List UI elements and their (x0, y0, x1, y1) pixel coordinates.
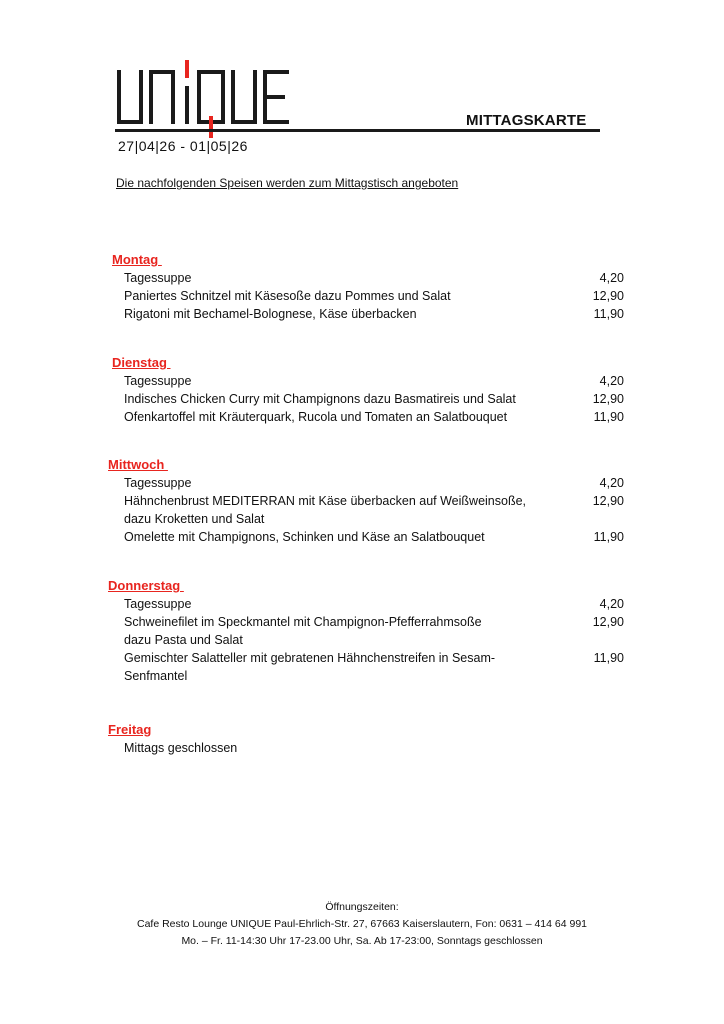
item-name: Gemischter Salatteller mit gebratenen Hähnchenstreifen in Sesam- (124, 651, 496, 665)
item-price: 11,90 (593, 410, 624, 424)
item-price: 4,20 (599, 597, 624, 611)
intro-text: Die nachfolgenden Speisen werden zum Mittagstisch angeboten (116, 176, 459, 190)
footer-address: Cafe Resto Lounge UNIQUE Paul-Ehrlich-Str. 27, 67663 Kaiserslautern, Fon: 0631 – 414 64 991 (136, 918, 588, 930)
unique-logo (115, 58, 295, 140)
footer (0, 899, 724, 950)
item-price: 4,20 (599, 271, 624, 285)
item-name: Schweinefilet im Speckmantel mit Champignon-Pfefferrahmsoße (124, 615, 482, 629)
item-name: Hähnchenbrust MEDITERRAN mit Käse überbacken auf Weißweinsoße, (124, 494, 527, 508)
item-name: Mittags geschlossen (124, 741, 238, 755)
date-range: 27|04|26 - 01|05|26 (118, 138, 248, 154)
item-price: 12,90 (592, 615, 624, 629)
item-name: Tagessuppe (124, 374, 192, 388)
item-name: dazu Kroketten und Salat (124, 512, 265, 526)
item-name: Tagessuppe (124, 271, 192, 285)
title-rule (115, 129, 600, 132)
item-name: Indisches Chicken Curry mit Champignons dazu Basmatireis und Salat (124, 392, 516, 406)
item-name: Paniertes Schnitzel mit Käsesoße dazu Pommes und Salat (124, 289, 451, 303)
item-name: Tagessuppe (124, 597, 192, 611)
item-name: dazu Pasta und Salat (124, 633, 243, 647)
day-name: Mittwoch (108, 457, 168, 472)
day-name: Dienstag (112, 355, 171, 370)
item-price: 11,90 (593, 530, 624, 544)
item-name: Senfmantel (124, 669, 188, 683)
day-name: Donnerstag (108, 578, 184, 593)
item-name: Rigatoni mit Bechamel-Bolognese, Käse überbacken (124, 307, 417, 321)
item-price: 12,90 (592, 289, 624, 303)
day-name: Montag (112, 252, 162, 267)
footer-hours: Mo. – Fr. 11-14:30 Uhr 17-23.00 Uhr, Sa. Ab 17-23:00, Sonntags geschlossen (181, 935, 543, 947)
item-name: Tagessuppe (124, 476, 192, 490)
item-price: 4,20 (599, 476, 624, 490)
item-name: Ofenkartoffel mit Kräuterquark, Rucola und Tomaten an Salatbouquet (124, 410, 508, 424)
item-price: 11,90 (593, 651, 624, 665)
day-name: Freitag (108, 722, 152, 737)
item-price: 12,90 (592, 494, 624, 508)
item-price: 12,90 (592, 392, 624, 406)
page-title: MITTAGSKARTE (466, 112, 587, 129)
footer-heading: Öffnungszeiten: (325, 901, 399, 913)
item-price: 11,90 (593, 307, 624, 321)
item-price: 4,20 (599, 374, 624, 388)
item-name: Omelette mit Champignons, Schinken und Käse an Salatbouquet (124, 530, 485, 544)
